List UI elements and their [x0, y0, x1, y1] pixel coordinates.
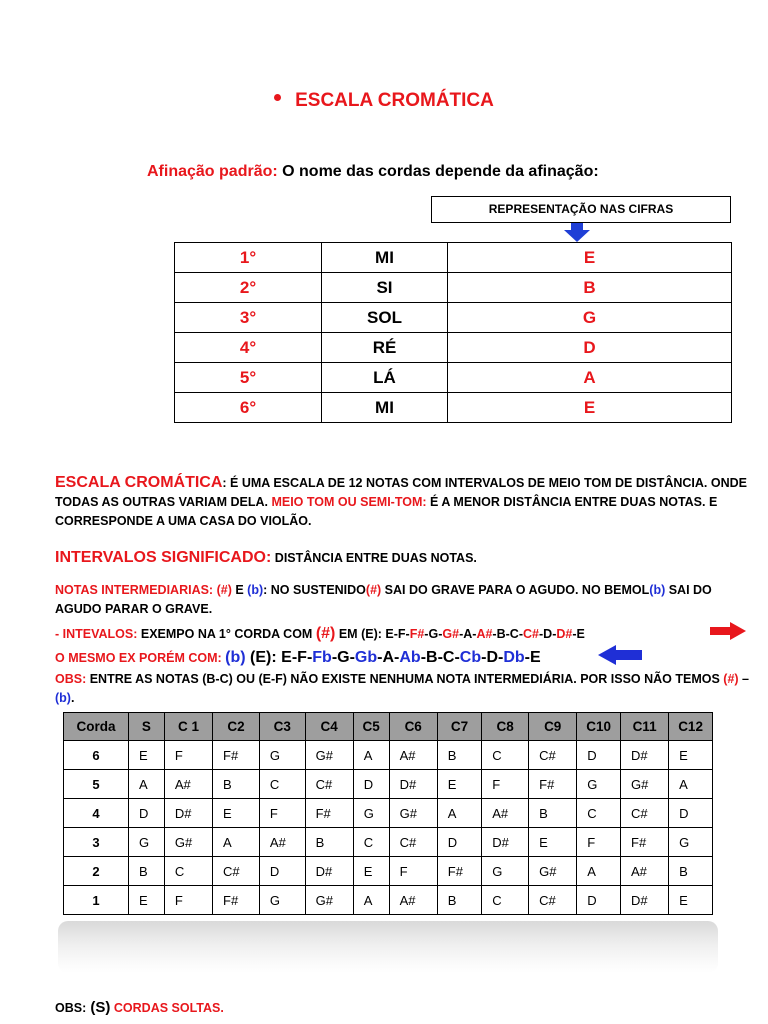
note: Ab: [399, 649, 421, 666]
grid-note-cell: G: [482, 857, 529, 886]
note: A#: [476, 627, 493, 641]
separator: -: [472, 627, 477, 641]
separator: -: [291, 649, 298, 666]
grid-header: Corda: [64, 713, 129, 741]
note: E: [281, 649, 292, 666]
grid-note-cell: G: [577, 770, 621, 799]
separator: -: [420, 649, 427, 666]
grid-note-cell: E: [669, 886, 713, 915]
flat-sequence: [281, 649, 541, 666]
grid-header: S: [129, 713, 165, 741]
table-row: [175, 333, 732, 363]
note: B: [426, 649, 438, 666]
grid-header: C4: [305, 713, 353, 741]
string-cifra: E: [448, 393, 732, 423]
grid-note-cell: A: [129, 770, 165, 799]
note: G: [428, 627, 439, 641]
grid-note-cell: G: [353, 799, 389, 828]
grid-note-cell: F: [389, 857, 437, 886]
grid-note-cell: A: [437, 799, 481, 828]
grid-note-cell: F#: [621, 828, 669, 857]
grid-note-cell: G#: [621, 770, 669, 799]
grid-corda-cell: 6: [64, 741, 129, 770]
table-row: [175, 273, 732, 303]
table-reflection: [58, 921, 718, 973]
note: F: [297, 649, 307, 666]
table-row: [64, 770, 713, 799]
table-row: [175, 303, 732, 333]
grid-note-cell: F: [164, 886, 212, 915]
table-row: [64, 886, 713, 915]
grid-corda-cell: 3: [64, 828, 129, 857]
note: A: [463, 627, 473, 641]
grid-corda-cell: 2: [64, 857, 129, 886]
grid-note-cell: A#: [621, 857, 669, 886]
afinacao-label: Afinação padrão:: [147, 163, 278, 180]
grid-note-cell: A: [577, 857, 621, 886]
grid-note-cell: G#: [305, 741, 353, 770]
grid-note-cell: C: [577, 799, 621, 828]
grid-header: C2: [213, 713, 260, 741]
grid-note-cell: F: [577, 828, 621, 857]
grid-header: C6: [389, 713, 437, 741]
chromatic-table: [63, 712, 713, 915]
grid-header: C7: [437, 713, 481, 741]
obs-note: OBS: ENTRE AS NOTAS (B-C) OU (E-F) NÃO EXISTE NENHUMA NOTA INTERMEDIÁRIA. POR ISSO NÃO TEMOS (#) – (b).: [55, 672, 750, 705]
grid-header: C10: [577, 713, 621, 741]
grid-note-cell: D#: [621, 886, 669, 915]
grid-note-cell: B: [529, 799, 577, 828]
string-num: 1°: [175, 243, 322, 273]
representacao-box: REPRESENTAÇÃO NAS CIFRAS: [431, 196, 731, 223]
note: F: [397, 627, 406, 641]
separator: -: [393, 627, 398, 641]
grid-note-cell: E: [437, 770, 481, 799]
grid-note-cell: D: [577, 741, 621, 770]
separator: -: [331, 649, 338, 666]
grid-note-cell: E: [353, 857, 389, 886]
grid-note-cell: A: [213, 828, 260, 857]
intervalos-sharp-example: - INTEVALOS: EXEMPO NA 1° CORDA COM (#) EM (E): E-F-F#-G-G#-A-A#-B-C-C#-D-D#-E: [55, 625, 585, 642]
grid-note-cell: A#: [259, 828, 305, 857]
grid-note-cell: C: [164, 857, 212, 886]
grid-note-cell: D: [437, 828, 481, 857]
grid-note-cell: F#: [213, 741, 260, 770]
grid-note-cell: E: [669, 741, 713, 770]
note: E: [530, 649, 541, 666]
chromatic-grid: [63, 712, 713, 915]
grid-note-cell: A: [669, 770, 713, 799]
grid-note-cell: E: [129, 741, 165, 770]
grid-note-cell: D: [129, 799, 165, 828]
grid-note-cell: A: [353, 886, 389, 915]
grid-corda-cell: 5: [64, 770, 129, 799]
separator: -: [572, 627, 577, 641]
grid-note-cell: D#: [389, 770, 437, 799]
separator: -: [538, 627, 544, 641]
note: Db: [503, 649, 525, 666]
note: B: [496, 627, 506, 641]
grid-note-cell: G#: [529, 857, 577, 886]
string-num: 6°: [175, 393, 322, 423]
grid-note-cell: E: [129, 886, 165, 915]
grid-header: C12: [669, 713, 713, 741]
separator: -: [377, 649, 383, 666]
separator: -: [306, 649, 313, 666]
note: Fb: [312, 649, 332, 666]
string-num: 5°: [175, 363, 322, 393]
separator: -: [438, 627, 443, 641]
separator: -: [394, 649, 400, 666]
grid-note-cell: B: [437, 741, 481, 770]
escala-definition: ESCALA CROMÁTICA: É UMA ESCALA DE 12 NOTAS COM INTERVALOS DE MEIO TOM DE DISTÂNCIA. ONDE TODAS AS OUTRAS VARIAM DELA. MEIO TOM OU SEMI-TOM: É A MENOR DISTÂNCIA ENTRE DUAS NOTAS. E CORRESPONDE A UMA CASA DO VIOLÃO.: [55, 474, 747, 528]
grid-header: C8: [482, 713, 529, 741]
note: C: [509, 627, 519, 641]
grid-header: C9: [529, 713, 577, 741]
grid-note-cell: C: [482, 886, 529, 915]
grid-note-cell: A#: [482, 799, 529, 828]
string-cifra: D: [448, 333, 732, 363]
grid-note-cell: F: [164, 741, 212, 770]
grid-note-cell: G: [129, 828, 165, 857]
separator: -: [459, 627, 464, 641]
separator: -: [349, 649, 355, 666]
separator: -: [505, 627, 510, 641]
obs-cordas-soltas: OBS: (S) CORDAS SOLTAS.: [55, 999, 224, 1016]
note: C#: [523, 627, 539, 641]
note: F#: [409, 627, 425, 641]
string-name: MI: [322, 243, 448, 273]
string-num: 2°: [175, 273, 322, 303]
afinacao-line: [147, 163, 599, 181]
grid-note-cell: E: [213, 799, 260, 828]
grid-note-cell: F: [259, 799, 305, 828]
grid-note-cell: C#: [213, 857, 260, 886]
intervalos-definition: INTERVALOS SIGNIFICADO: DISTÂNCIA ENTRE DUAS NOTAS.: [55, 549, 477, 566]
arrow-down-icon: [562, 223, 592, 243]
note: G#: [442, 627, 460, 641]
grid-note-cell: F: [482, 770, 529, 799]
separator: -: [454, 649, 460, 666]
separator: -: [492, 627, 497, 641]
afinacao-text: O nome das cordas depende da afinação:: [277, 163, 599, 180]
grid-note-cell: B: [305, 828, 353, 857]
note: Gb: [354, 649, 378, 666]
note: E: [576, 627, 585, 641]
grid-corda-cell: 1: [64, 886, 129, 915]
grid-note-cell: D#: [305, 857, 353, 886]
grid-note-cell: C#: [529, 886, 577, 915]
separator: -: [552, 627, 557, 641]
grid-note-cell: C#: [389, 828, 437, 857]
note: D: [486, 649, 499, 666]
grid-note-cell: F#: [213, 886, 260, 915]
grid-note-cell: D#: [164, 799, 212, 828]
grid-note-cell: B: [129, 857, 165, 886]
page-title: ESCALA CROMÁTICA: [0, 90, 768, 112]
table-row: [175, 243, 732, 273]
note: E: [385, 627, 394, 641]
arrow-right-icon: [710, 622, 746, 640]
grid-note-cell: D: [353, 770, 389, 799]
string-cifra: A: [448, 363, 732, 393]
string-num: 3°: [175, 303, 322, 333]
grid-header: C11: [621, 713, 669, 741]
grid-note-cell: F#: [529, 770, 577, 799]
grid-note-cell: D: [669, 799, 713, 828]
note: C: [442, 649, 455, 666]
grid-note-cell: C#: [621, 799, 669, 828]
grid-note-cell: B: [669, 857, 713, 886]
grid-note-cell: C: [482, 741, 529, 770]
separator: -: [524, 649, 530, 666]
separator: -: [405, 627, 410, 641]
table-row: [64, 828, 713, 857]
note: A: [382, 649, 395, 666]
separator: -: [518, 627, 523, 641]
grid-note-cell: A#: [389, 886, 437, 915]
table-row: [64, 741, 713, 770]
grid-note-cell: G#: [389, 799, 437, 828]
grid-note-cell: A#: [389, 741, 437, 770]
grid-header: C 1: [164, 713, 212, 741]
arrow-left-icon: [598, 645, 642, 665]
grid-note-cell: G: [259, 886, 305, 915]
sharp-sequence: [385, 627, 584, 641]
grid-note-cell: C: [259, 770, 305, 799]
grid-note-cell: D#: [621, 741, 669, 770]
separator: -: [481, 649, 487, 666]
grid-note-cell: E: [529, 828, 577, 857]
string-name: LÁ: [322, 363, 448, 393]
grid-note-cell: C#: [529, 741, 577, 770]
grid-note-cell: F#: [437, 857, 481, 886]
grid-note-cell: C: [353, 828, 389, 857]
grid-note-cell: B: [213, 770, 260, 799]
string-num: 4°: [175, 333, 322, 363]
separator: -: [498, 649, 504, 666]
separator: -: [437, 649, 443, 666]
note: D#: [556, 627, 573, 641]
grid-header: C5: [353, 713, 389, 741]
grid-note-cell: F#: [305, 799, 353, 828]
table-row: [175, 393, 732, 423]
grid-note-cell: D#: [482, 828, 529, 857]
grid-corda-cell: 4: [64, 799, 129, 828]
grid-note-cell: G: [259, 741, 305, 770]
grid-note-cell: A#: [164, 770, 212, 799]
table-row: [64, 857, 713, 886]
intervalos-flat-example: O MESMO EX PORÉM COM: (b) (E): E-F-Fb-G-Gb-A-Ab-B-C-Cb-D-Db-E: [55, 649, 541, 666]
string-cifra: G: [448, 303, 732, 333]
grid-header: C3: [259, 713, 305, 741]
bullet-icon: [274, 94, 281, 101]
string-name: SOL: [322, 303, 448, 333]
note: G: [337, 649, 350, 666]
grid-note-cell: C#: [305, 770, 353, 799]
meio-tom-label: MEIO TOM OU SEMI-TOM:: [271, 495, 427, 509]
notas-intermediarias: NOTAS INTERMEDIARIAS: (#) E (b): NO SUSTENIDO(#) SAI DO GRAVE PARA O AGUDO. NO BEMOL(b) SAI DO AGUDO PARAR O GRAVE.: [55, 583, 712, 616]
grid-note-cell: G#: [164, 828, 212, 857]
intervalos-heading: INTERVALOS SIGNIFICADO:: [55, 549, 272, 566]
string-name: MI: [322, 393, 448, 423]
string-cifra: B: [448, 273, 732, 303]
table-row: [64, 799, 713, 828]
strings-table: [174, 242, 732, 423]
string-name: RÉ: [322, 333, 448, 363]
note: D: [543, 627, 553, 641]
grid-note-cell: G: [669, 828, 713, 857]
grid-note-cell: G#: [305, 886, 353, 915]
table-row: [175, 363, 732, 393]
escala-heading: ESCALA CROMÁTICA: [55, 474, 223, 491]
string-cifra: E: [448, 243, 732, 273]
grid-note-cell: A: [353, 741, 389, 770]
grid-note-cell: B: [437, 886, 481, 915]
separator: -: [424, 627, 429, 641]
grid-note-cell: D: [577, 886, 621, 915]
grid-note-cell: D: [259, 857, 305, 886]
string-name: SI: [322, 273, 448, 303]
note: Cb: [459, 649, 482, 666]
